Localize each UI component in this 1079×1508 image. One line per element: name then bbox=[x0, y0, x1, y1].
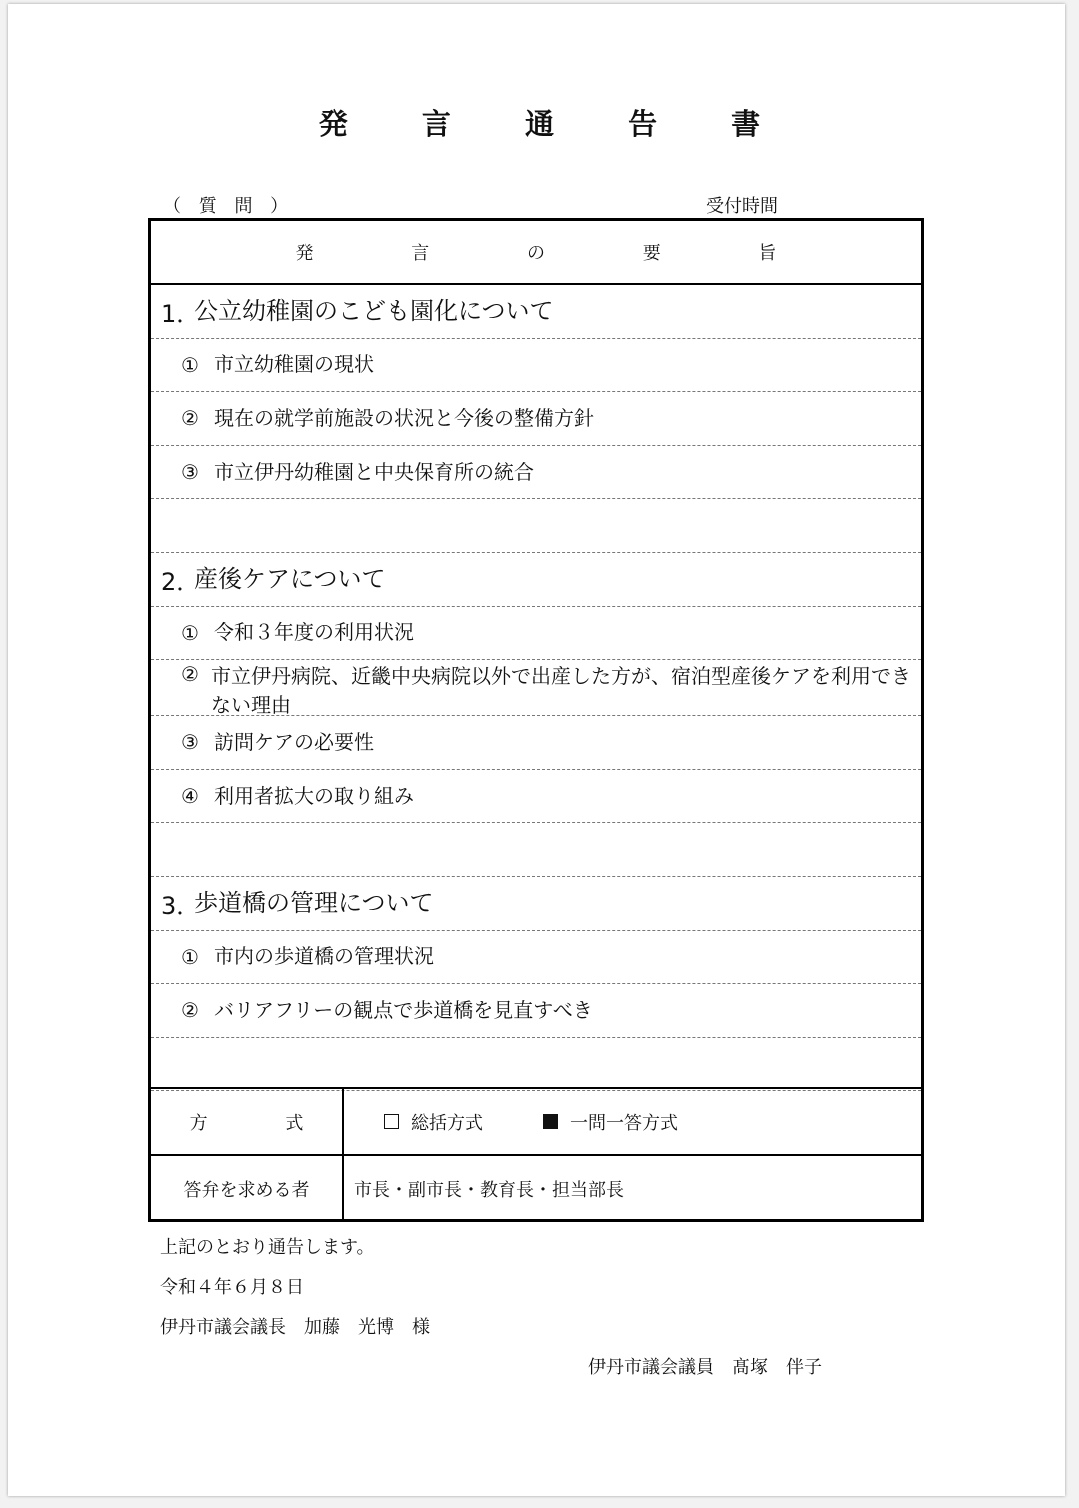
item-text: 産後ケアについて bbox=[194, 564, 386, 593]
item-text: 公立幼稚園のこども園化について bbox=[194, 296, 554, 325]
list-item bbox=[151, 392, 921, 446]
item-number: ② bbox=[181, 662, 199, 687]
item-text: 市立伊丹病院、近畿中央病院以外で出産した方が、宿泊型産後ケアを利用できない理由 bbox=[211, 664, 912, 718]
item-text: 市立伊丹幼稚園と中央保育所の統合 bbox=[214, 459, 534, 484]
notice-form bbox=[148, 218, 924, 1222]
section-heading bbox=[151, 877, 921, 931]
list-item bbox=[151, 339, 921, 393]
item-text: 令和３年度の利用状況 bbox=[214, 620, 414, 645]
option-one-by-one-method[interactable] bbox=[543, 1109, 678, 1135]
item-number: 1． bbox=[161, 299, 201, 328]
form-footer-table bbox=[151, 1087, 921, 1219]
item-number: ② bbox=[181, 406, 199, 431]
item-number: 3． bbox=[161, 891, 201, 920]
item-number: ① bbox=[181, 352, 199, 377]
item-number: ④ bbox=[181, 784, 199, 809]
list-item bbox=[151, 770, 921, 824]
notice-text: 上記のとおり通告します。 bbox=[160, 1237, 375, 1258]
option-one-by-one-label: 一問一答方式 bbox=[570, 1112, 678, 1134]
reception-time-label: 受付時間 bbox=[706, 196, 778, 217]
notice-date: 令和４年６月８日 bbox=[160, 1277, 304, 1298]
option-summary-label: 総括方式 bbox=[411, 1112, 483, 1134]
blank-row bbox=[151, 823, 921, 877]
list-item bbox=[151, 607, 921, 661]
item-number: ① bbox=[181, 620, 199, 645]
item-text: 利用者拡大の取り組み bbox=[214, 783, 414, 808]
item-number: ③ bbox=[181, 730, 199, 755]
item-text: 訪問ケアの必要性 bbox=[214, 729, 374, 754]
respondents-value: 市長・副市長・教育長・担当部長 bbox=[354, 1179, 624, 1201]
blank-row bbox=[151, 1038, 921, 1092]
item-text: 市内の歩道橋の管理状況 bbox=[214, 944, 434, 969]
list-item bbox=[151, 984, 921, 1038]
method-label: 方 式 bbox=[151, 1089, 344, 1154]
blank-row bbox=[151, 499, 921, 553]
list-item bbox=[151, 660, 921, 716]
respondents-label: 答弁を求める者 bbox=[151, 1156, 344, 1221]
item-number: ① bbox=[181, 944, 199, 969]
option-summary-method[interactable] bbox=[384, 1109, 483, 1135]
list-item bbox=[151, 931, 921, 985]
list-item bbox=[151, 716, 921, 770]
item-text: 現在の就学前施設の状況と今後の整備方針 bbox=[214, 405, 594, 430]
item-text: バリアフリーの観点で歩道橋を見直すべき bbox=[214, 997, 593, 1022]
section-heading bbox=[151, 553, 921, 607]
item-number: ③ bbox=[181, 460, 199, 485]
addressee: 伊丹市議会議長 加藤 光博 様 bbox=[160, 1317, 430, 1338]
method-options bbox=[344, 1089, 921, 1154]
checkbox-icon[interactable] bbox=[543, 1114, 558, 1129]
checkbox-icon[interactable] bbox=[384, 1114, 399, 1129]
respondents-row bbox=[151, 1154, 921, 1221]
signature: 伊丹市議会議員 髙塚 伴子 bbox=[588, 1357, 822, 1378]
type-label: （ 質 問 ） bbox=[163, 196, 295, 217]
item-text: 市立幼稚園の現状 bbox=[214, 352, 374, 377]
item-number: ② bbox=[181, 998, 199, 1023]
section-heading bbox=[151, 285, 921, 339]
document-title: 発 言 通 告 書 bbox=[318, 107, 793, 141]
item-number: 2． bbox=[161, 567, 201, 596]
summary-header: 発 言 の 要 旨 bbox=[151, 221, 921, 285]
item-text: 歩道橋の管理について bbox=[194, 888, 434, 917]
list-item bbox=[151, 446, 921, 500]
summary-rows bbox=[151, 285, 921, 1091]
method-row bbox=[151, 1089, 921, 1154]
